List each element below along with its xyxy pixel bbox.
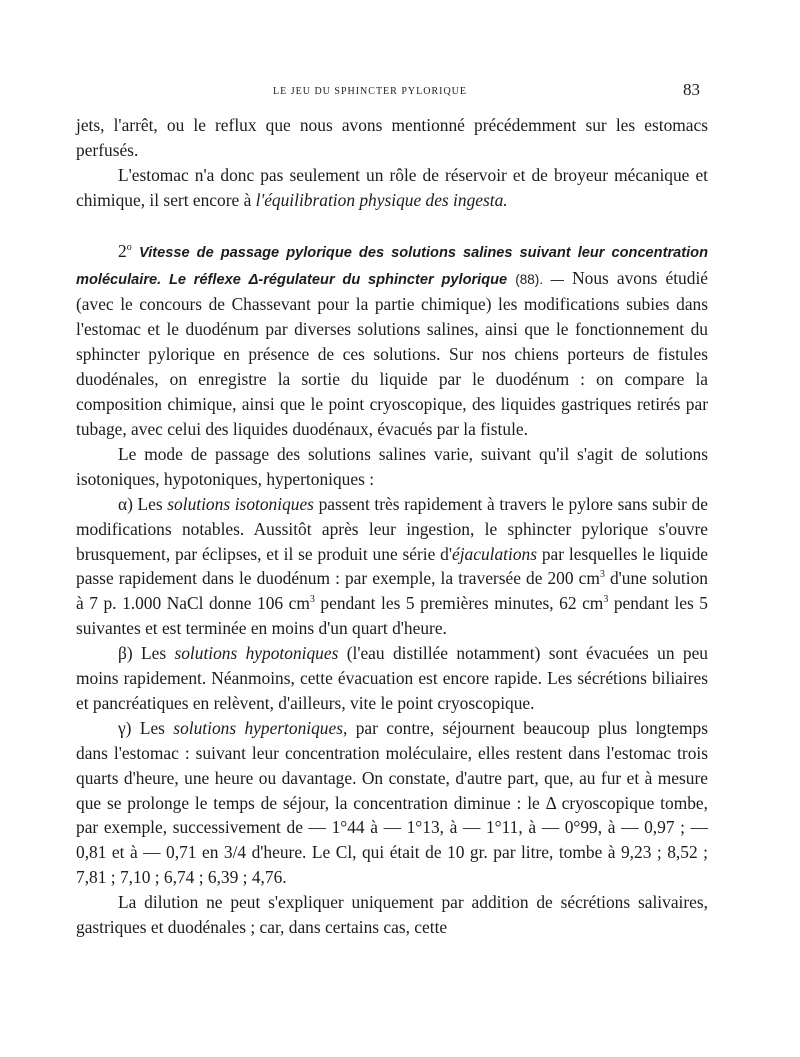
cube-sup-2: 3: [309, 594, 315, 606]
alpha-label: α) Les: [118, 493, 168, 514]
page-header: [0, 80, 800, 104]
beta-text: (l'eau distillée notamment) sont évacuées un peu moins rapidement. Néanmoins, cette évacuation est encore rapide. Les sécrétions biliaires et pancréatiques en relèvent, d'ailleurs, vite le point cryoscopique.: [76, 643, 708, 713]
ordinal-sup: o: [126, 241, 132, 253]
beta-italic: solutions hypotoniques: [174, 643, 339, 664]
cube-sup-1: 3: [599, 569, 605, 581]
alpha-text-5: pendant les 5 suivantes et est terminée en moins d'un quart d'heure.: [76, 593, 709, 639]
paragraph-alpha: [76, 492, 708, 641]
paragraph-2-text: L'estomac n'a donc pas seulement un rôle de réservoir et de broyeur mécanique et chimique, il sert encore à: [76, 164, 708, 210]
section-title: Vitesse de passage pylorique des solutions salines suivant leur concentration moléculaire. Le réflexe Δ-régulateur du sphincter pylorique: [76, 244, 708, 288]
paragraph-1: jets, l'arrêt, ou le reflux que nous avons mentionné précédemment sur les estomacs perfusés.: [76, 115, 708, 160]
alpha-italic-1: solutions isotoniques: [167, 493, 314, 514]
body-text: [76, 113, 708, 940]
cube-sup-3: 3: [603, 594, 609, 606]
section-number: 2: [118, 240, 127, 261]
alpha-italic-2: éjaculations: [452, 543, 538, 564]
paragraph-2: [76, 163, 708, 213]
page-number: 83: [683, 80, 700, 99]
alpha-text-3: d'une solution à 7 p. 1.000 NaCl donne 106 cm: [76, 568, 708, 614]
section-text: Nous avons étudié (avec le concours de Chassevant pour la partie chimique) les modifications subies dans l'estomac et le duodénum par diverses solutions salines, ainsi que le fonctionnement du sphincter pylorique en présence de ces solutions. Sur nos chiens porteurs de fistules duodénales, on enregistre la sortie du liquide par le duodénum : on compare la composition chimique, ainsi que le point cryoscopique, des liquides gastriques retirés par tubage, avec celui des liquides duodénaux, évacués par la fistule.: [76, 267, 709, 439]
paragraph-last: La dilution ne peut s'expliquer uniquement par addition de sécrétions salivaires, gastriques et duodénales ; car, dans certains cas, cette: [76, 892, 708, 938]
alpha-text-1: passent très rapidement à travers le pylore sans subir de modifications notables. Aussitôt après leur ingestion, le sphincter pylorique s'ouvre brusquement, par éclipses, et il se produit une série d': [76, 493, 708, 564]
beta-label: β) Les: [118, 643, 175, 664]
gamma-label: γ) Les: [118, 717, 174, 738]
paragraph-2-italic: l'équilibration physique des ingesta.: [255, 189, 508, 210]
running-title: LE JEU DU SPHINCTER PYLORIQUE: [273, 86, 467, 97]
gamma-text: , par contre, séjournent beaucoup plus longtemps dans l'estomac : suivant leur concentration moléculaire, elles restent dans l'estomac trois quarts d'heure, une heure ou davantage. On constate, d'autre part, que, au fur et à mesure que se prolonge le temps de séjour, la concentration diminue : le Δ cryoscopique tombe, par exemple, successivement de — 1°44 à — 1°13, à — 1°11, à — 0°99, à — 0,97 ; — 0,81 et à — 0,71 en 3/4 d'heure. Le Cl, qui était de 10 gr. par litre, tombe à 9,23 ; 8,52 ; 7,81 ; 7,10 ; 6,74 ; 6,39 ; 4,76.: [76, 717, 709, 888]
alpha-text-2: par lesquelles le liquide passe rapidement dans le duodénum : par exemple, la traversée de 200 cm: [76, 543, 708, 589]
gamma-italic: solutions hypertoniques: [173, 717, 343, 738]
alpha-text-4: pendant les 5 premières minutes, 62 cm: [314, 593, 604, 614]
paragraph-4: Le mode de passage des solutions salines varie, suivant qu'il s'agit de solutions isotoniques, hypotoniques, hypertoniques :: [76, 443, 708, 489]
reference-number: (88). —: [515, 271, 564, 287]
paragraph-beta: [76, 641, 708, 716]
section-paragraph: [76, 239, 708, 442]
paragraph-gamma: [76, 716, 708, 890]
